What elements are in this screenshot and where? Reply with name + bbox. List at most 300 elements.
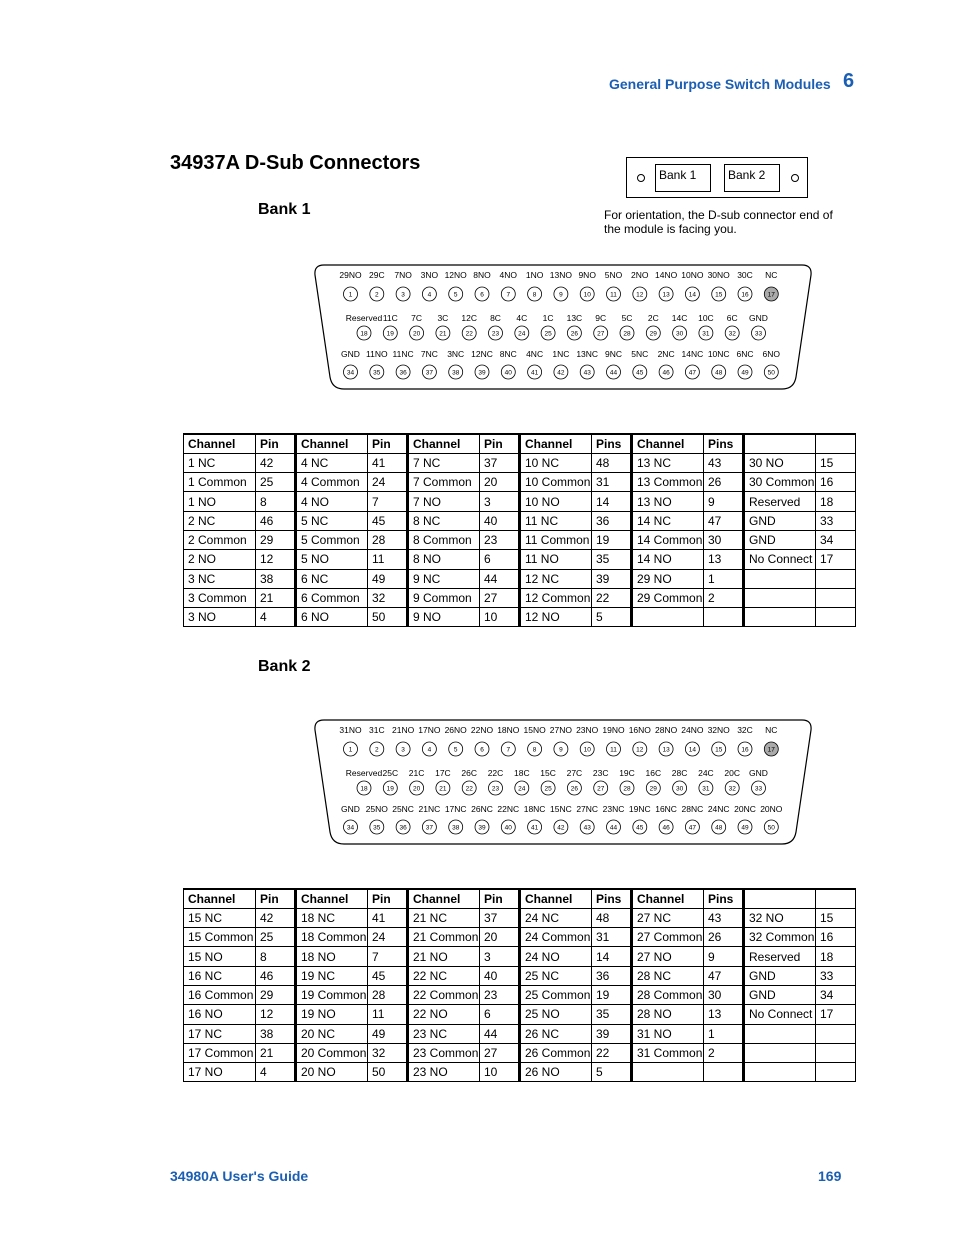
pin-number: 40: [504, 824, 512, 832]
table-cell: 18: [816, 947, 856, 966]
pin-label: GND: [341, 349, 360, 359]
table-cell: 17 Common: [184, 1043, 256, 1062]
table-cell: 11: [368, 1005, 408, 1024]
table-cell: 10 NC: [520, 453, 592, 472]
pin-label: 10C: [698, 313, 714, 323]
table-cell: 1: [704, 1024, 744, 1043]
pin-label: 1C: [542, 313, 554, 323]
pin-number: 45: [636, 824, 644, 832]
table-cell: 9: [704, 947, 744, 966]
pin-number: 49: [741, 369, 749, 377]
table-cell: 23: [480, 530, 520, 549]
table-cell: 8: [256, 947, 296, 966]
table-cell: 32: [368, 1043, 408, 1062]
table-cell: 3: [480, 947, 520, 966]
table-cell: 8 NO: [408, 550, 480, 569]
pin-number: 24: [518, 785, 526, 793]
pin-number: 16: [741, 291, 749, 299]
table-cell: 11 Common: [520, 530, 592, 549]
table-cell: 25: [256, 928, 296, 947]
pin-label: 11C: [382, 313, 398, 323]
pin-label: 21NO: [391, 725, 415, 735]
orientation-bank2-label: Bank 2: [724, 164, 780, 192]
table-cell: 6 NC: [296, 569, 368, 588]
table-cell: 18 NO: [296, 947, 368, 966]
table-cell: 22 NC: [408, 966, 480, 985]
table-cell: 37: [480, 453, 520, 472]
pin-number: 11: [610, 291, 617, 299]
pin-number: 44: [609, 369, 618, 377]
table-cell: 13: [704, 1005, 744, 1024]
pin-number: 12: [636, 746, 644, 754]
mounting-hole-right: [791, 174, 799, 182]
table-cell: 19 Common: [296, 985, 368, 1004]
pin-label: GND: [749, 313, 768, 323]
bank2-heading: Bank 2: [258, 658, 311, 675]
table-cell: 34: [816, 985, 856, 1004]
pin-label: 2C: [647, 313, 659, 323]
pin-number: 36: [399, 369, 407, 377]
table-cell: 4 Common: [296, 473, 368, 492]
table-cell: [816, 1043, 856, 1062]
bank1-heading: Bank 1: [258, 201, 311, 218]
pin-label: 20NO: [760, 804, 783, 814]
pin-label: 10NO: [681, 270, 704, 280]
table-cell: 17: [816, 550, 856, 569]
table-row: [184, 1005, 856, 1024]
table-cell: 4: [256, 1063, 296, 1082]
pin-number: 47: [688, 369, 697, 377]
table-cell: GND: [744, 985, 816, 1004]
table-cell: 30: [704, 985, 744, 1004]
table-cell: 25 NC: [520, 966, 592, 985]
pin-number: 11: [610, 746, 617, 754]
table-cell: 10: [480, 608, 520, 627]
table-cell: 5: [592, 1063, 632, 1082]
pin-number: 21: [439, 330, 447, 338]
table-cell: 31: [592, 473, 632, 492]
pin-label: 19C: [619, 768, 635, 778]
table-row: [184, 928, 856, 947]
pin-number: 37: [425, 824, 434, 832]
pin-label: 25NO: [365, 804, 388, 814]
footer-guide-title: 34980A User's Guide: [170, 1168, 309, 1184]
table-cell: 16: [816, 928, 856, 947]
pin-number: 41: [530, 369, 539, 377]
table-cell: 40: [480, 511, 520, 530]
table-cell: 10: [480, 1063, 520, 1082]
pin-label: 1NC: [552, 349, 570, 359]
pin-label: 13NC: [576, 349, 599, 359]
orientation-bank1-label: Bank 1: [655, 164, 711, 192]
pin-number: 28: [623, 785, 631, 793]
table-cell: [816, 1024, 856, 1043]
table-cell: 7 NC: [408, 453, 480, 472]
pin-number: 22: [465, 785, 473, 793]
pin-label: 22NO: [470, 725, 494, 735]
table-cell: 16 Common: [184, 985, 256, 1004]
pin-label: 3C: [437, 313, 449, 323]
pin-number: 38: [452, 369, 460, 377]
table-row: [184, 608, 856, 627]
table-cell: 15 NC: [184, 908, 256, 927]
table-cell: 38: [256, 1024, 296, 1043]
table-row: [184, 530, 856, 549]
table-cell: No Connect: [744, 550, 816, 569]
table-cell: 4 NO: [296, 492, 368, 511]
column-header: Channel: [520, 889, 592, 908]
table-cell: 31 NO: [632, 1024, 704, 1043]
table-cell: 50: [368, 1063, 408, 1082]
table-cell: 14 NC: [632, 511, 704, 530]
pin-number: 48: [715, 369, 723, 377]
pin-number: 24: [518, 330, 526, 338]
table-cell: 1 NO: [184, 492, 256, 511]
column-header: [744, 434, 816, 453]
column-header: Pins: [592, 889, 632, 908]
table-cell: 45: [368, 511, 408, 530]
table-cell: 12: [256, 1005, 296, 1024]
table-cell: 9 NC: [408, 569, 480, 588]
table-cell: 6: [480, 550, 520, 569]
pin-number: 40: [504, 369, 512, 377]
pin-number: 35: [373, 824, 381, 832]
pin-label: 15NC: [550, 804, 572, 814]
pin-number: 8: [532, 291, 537, 299]
column-header: Channel: [632, 434, 704, 453]
table-cell: 44: [480, 1024, 520, 1043]
pin-label: 17NC: [444, 804, 467, 814]
pin-label: 30C: [737, 270, 753, 280]
pin-label: 12NC: [471, 349, 493, 359]
pin-number: 20: [412, 330, 421, 338]
table-cell: 47: [704, 966, 744, 985]
table-cell: 21 Common: [408, 928, 480, 947]
table-cell: 8: [256, 492, 296, 511]
pin-number: 43: [583, 824, 591, 832]
table-cell: 36: [592, 966, 632, 985]
table-cell: 15: [816, 453, 856, 472]
pin-label: 31NO: [339, 725, 362, 735]
pin-label: 29C: [369, 270, 385, 280]
pin-number: 13: [662, 746, 670, 754]
table-cell: 35: [592, 550, 632, 569]
column-header: Pins: [592, 434, 632, 453]
pin-label: 27NO: [549, 725, 573, 735]
table-cell: 19 NC: [296, 966, 368, 985]
table-cell: 7: [368, 492, 408, 511]
table-cell: 4: [256, 608, 296, 627]
table-cell: 26 NC: [520, 1024, 592, 1043]
table-cell: 33: [816, 966, 856, 985]
pin-label: 21C: [408, 768, 425, 778]
pin-number: 31: [702, 785, 710, 793]
table-cell: GND: [744, 530, 816, 549]
table-cell: 5 Common: [296, 530, 368, 549]
table-cell: 1 NC: [184, 453, 256, 472]
pin-label: 27C: [566, 768, 583, 778]
table-row: [184, 947, 856, 966]
pin-number: 2: [374, 746, 379, 754]
pin-label: 9NO: [578, 270, 596, 280]
table-cell: 42: [256, 908, 296, 927]
table-cell: 28 Common: [632, 985, 704, 1004]
pin-label: 14NC: [681, 349, 704, 359]
table-cell: 20: [480, 928, 520, 947]
table-cell: 19 NO: [296, 1005, 368, 1024]
pin-number: 32: [728, 330, 736, 338]
table-cell: 41: [368, 908, 408, 927]
table-cell: 15: [816, 908, 856, 927]
table-cell: [744, 1063, 816, 1082]
pin-number: 15: [715, 746, 723, 754]
table-cell: 46: [256, 511, 296, 530]
pin-label: GND: [749, 768, 768, 778]
pin-label: 18NO: [497, 725, 520, 735]
table-cell: 15 Common: [184, 928, 256, 947]
pin-label: 24C: [698, 768, 714, 778]
pin-label: 4NC: [526, 349, 544, 359]
table-cell: 9 NO: [408, 608, 480, 627]
table-cell: [816, 608, 856, 627]
pin-number: 14: [688, 746, 697, 754]
table-cell: 17: [816, 1005, 856, 1024]
table-cell: 11 NO: [520, 550, 592, 569]
pin-number: 42: [557, 369, 565, 377]
table-cell: 18 NC: [296, 908, 368, 927]
pin-label: 3NC: [447, 349, 465, 359]
pin-label: 9C: [595, 313, 607, 323]
pin-label: 18C: [514, 768, 530, 778]
table-cell: 1 Common: [184, 473, 256, 492]
pin-number: 33: [754, 785, 763, 793]
pin-label: 3NO: [420, 270, 439, 280]
table-cell: 2: [704, 1043, 744, 1062]
pin-number: 10: [583, 291, 591, 299]
table-cell: 12 NC: [520, 569, 592, 588]
table-cell: 23 Common: [408, 1043, 480, 1062]
table-cell: 50: [368, 608, 408, 627]
pin-label: 5NC: [631, 349, 649, 359]
pin-number: 1: [348, 746, 353, 754]
pin-label: NC: [765, 725, 778, 735]
table-row: [184, 966, 856, 985]
pin-label: 8NO: [473, 270, 491, 280]
pin-number: 34: [346, 824, 355, 832]
bank1-pin-table: [183, 433, 856, 627]
table-cell: 11: [368, 550, 408, 569]
table-cell: 32: [368, 588, 408, 607]
table-cell: 6 NO: [296, 608, 368, 627]
pin-number: 7: [506, 291, 511, 299]
table-cell: 22 Common: [408, 985, 480, 1004]
pin-label: 6C: [726, 313, 738, 323]
table-cell: 21 NC: [408, 908, 480, 927]
table-cell: 48: [592, 908, 632, 927]
column-header: Channel: [632, 889, 704, 908]
table-cell: 28 NC: [632, 966, 704, 985]
table-row: [184, 1063, 856, 1082]
table-cell: 27 NC: [632, 908, 704, 927]
column-header: Pin: [256, 434, 296, 453]
pin-number: 50: [767, 824, 775, 832]
table-cell: 38: [256, 569, 296, 588]
pin-label: 22C: [487, 768, 504, 778]
page-title: 34937A D-Sub Connectors: [170, 152, 421, 174]
pin-label: 26NO: [444, 725, 467, 735]
pin-number: 35: [373, 369, 381, 377]
pin-label: 21NC: [418, 804, 441, 814]
pin-number: 43: [583, 369, 591, 377]
pin-number: 37: [425, 369, 434, 377]
pin-number: 28: [623, 330, 631, 338]
table-cell: 16: [816, 473, 856, 492]
pin-number: 22: [465, 330, 473, 338]
pin-number: 15: [715, 291, 723, 299]
table-cell: 23: [480, 985, 520, 1004]
pin-label: NC: [765, 270, 778, 280]
pin-number: 4: [427, 291, 432, 299]
pin-number: 19: [386, 330, 394, 338]
pin-label: 14C: [671, 313, 688, 323]
column-header: Pin: [256, 889, 296, 908]
pin-label: 23NC: [602, 804, 625, 814]
column-header: Channel: [296, 434, 368, 453]
table-cell: 47: [704, 511, 744, 530]
pin-number: 25: [544, 785, 552, 793]
table-cell: 10 NO: [520, 492, 592, 511]
pin-number: 5: [453, 746, 458, 754]
table-cell: 42: [256, 453, 296, 472]
column-header: Channel: [408, 889, 480, 908]
table-cell: 31 Common: [632, 1043, 704, 1062]
pin-label: 31C: [369, 725, 385, 735]
table-cell: 25 NO: [520, 1005, 592, 1024]
pin-label: 15NO: [523, 725, 546, 735]
column-header: [744, 889, 816, 908]
table-cell: 33: [816, 511, 856, 530]
table-cell: 19: [592, 985, 632, 1004]
table-cell: [632, 1063, 704, 1082]
table-cell: GND: [744, 511, 816, 530]
pin-label: 5NO: [604, 270, 623, 280]
pin-number: 29: [649, 330, 657, 338]
mounting-hole-left: [637, 174, 645, 182]
table-cell: 29: [256, 985, 296, 1004]
pin-number: 38: [452, 824, 460, 832]
column-header: Pin: [368, 434, 408, 453]
pin-number: 9: [559, 746, 563, 754]
pin-label: 22NC: [497, 804, 520, 814]
table-cell: 17 NC: [184, 1024, 256, 1043]
pin-number: 1: [348, 291, 353, 299]
pin-number: 21: [439, 785, 447, 793]
pin-number: 34: [346, 369, 355, 377]
table-cell: [816, 588, 856, 607]
pin-label: 4NO: [499, 270, 518, 280]
table-cell: 22: [592, 588, 632, 607]
pin-label: 12NO: [444, 270, 467, 280]
pin-number: 25: [544, 330, 552, 338]
table-cell: 21: [256, 588, 296, 607]
pin-label: 23C: [592, 768, 609, 778]
table-cell: 35: [592, 1005, 632, 1024]
column-header: Pins: [704, 434, 744, 453]
table-cell: 20: [480, 473, 520, 492]
pin-number: 45: [636, 369, 644, 377]
table-cell: 12 NO: [520, 608, 592, 627]
table-cell: 7: [368, 947, 408, 966]
table-cell: 48: [592, 453, 632, 472]
table-cell: Reserved: [744, 947, 816, 966]
table-cell: 29 NO: [632, 569, 704, 588]
pin-number: 8: [532, 746, 537, 754]
table-cell: 24: [368, 928, 408, 947]
pin-number: 16: [741, 746, 749, 754]
table-cell: 30 NO: [744, 453, 816, 472]
pin-number: 47: [688, 824, 697, 832]
table-cell: 7 NO: [408, 492, 480, 511]
table-cell: 20 NO: [296, 1063, 368, 1082]
pin-label: 20C: [724, 768, 740, 778]
table-cell: [816, 569, 856, 588]
column-header: Channel: [184, 434, 256, 453]
pin-label: 26NC: [471, 804, 493, 814]
table-cell: 24: [368, 473, 408, 492]
pin-label: 7NC: [420, 349, 438, 359]
table-cell: 25 Common: [520, 985, 592, 1004]
pin-label: 32C: [737, 725, 753, 735]
table-cell: 5: [592, 608, 632, 627]
table-cell: [704, 1063, 744, 1082]
table-cell: 21 NO: [408, 947, 480, 966]
column-header: [816, 889, 856, 908]
pin-label: Reserved: [345, 313, 383, 323]
table-cell: 25: [256, 473, 296, 492]
pin-number: 6: [480, 291, 484, 299]
table-cell: 27: [480, 1043, 520, 1062]
pin-label: 9NC: [604, 349, 623, 359]
connector-svg: [312, 718, 814, 846]
column-header: Pin: [368, 889, 408, 908]
table-cell: 44: [480, 569, 520, 588]
table-cell: 30 Common: [744, 473, 816, 492]
table-cell: 40: [480, 966, 520, 985]
pin-number: 23: [491, 330, 500, 338]
table-cell: 49: [368, 569, 408, 588]
pin-label: 16C: [645, 768, 662, 778]
table-cell: [744, 569, 816, 588]
table-cell: 13: [704, 550, 744, 569]
pin-label: 30NO: [707, 270, 730, 280]
table-cell: 3 NO: [184, 608, 256, 627]
pin-label: 19NO: [602, 725, 625, 735]
table-row: [184, 492, 856, 511]
pin-number: 9: [559, 291, 563, 299]
table-cell: 1: [704, 569, 744, 588]
pin-label: 28NC: [681, 804, 704, 814]
pin-label: 2NO: [631, 270, 649, 280]
table-header-row: [184, 434, 856, 453]
chapter-number: 6: [843, 70, 855, 92]
table-cell: [704, 608, 744, 627]
pin-label: 27NC: [576, 804, 599, 814]
column-header: Pin: [480, 434, 520, 453]
pin-label: 8NC: [499, 349, 517, 359]
table-cell: 9 Common: [408, 588, 480, 607]
pin-number: 31: [702, 330, 710, 338]
table-cell: [632, 608, 704, 627]
